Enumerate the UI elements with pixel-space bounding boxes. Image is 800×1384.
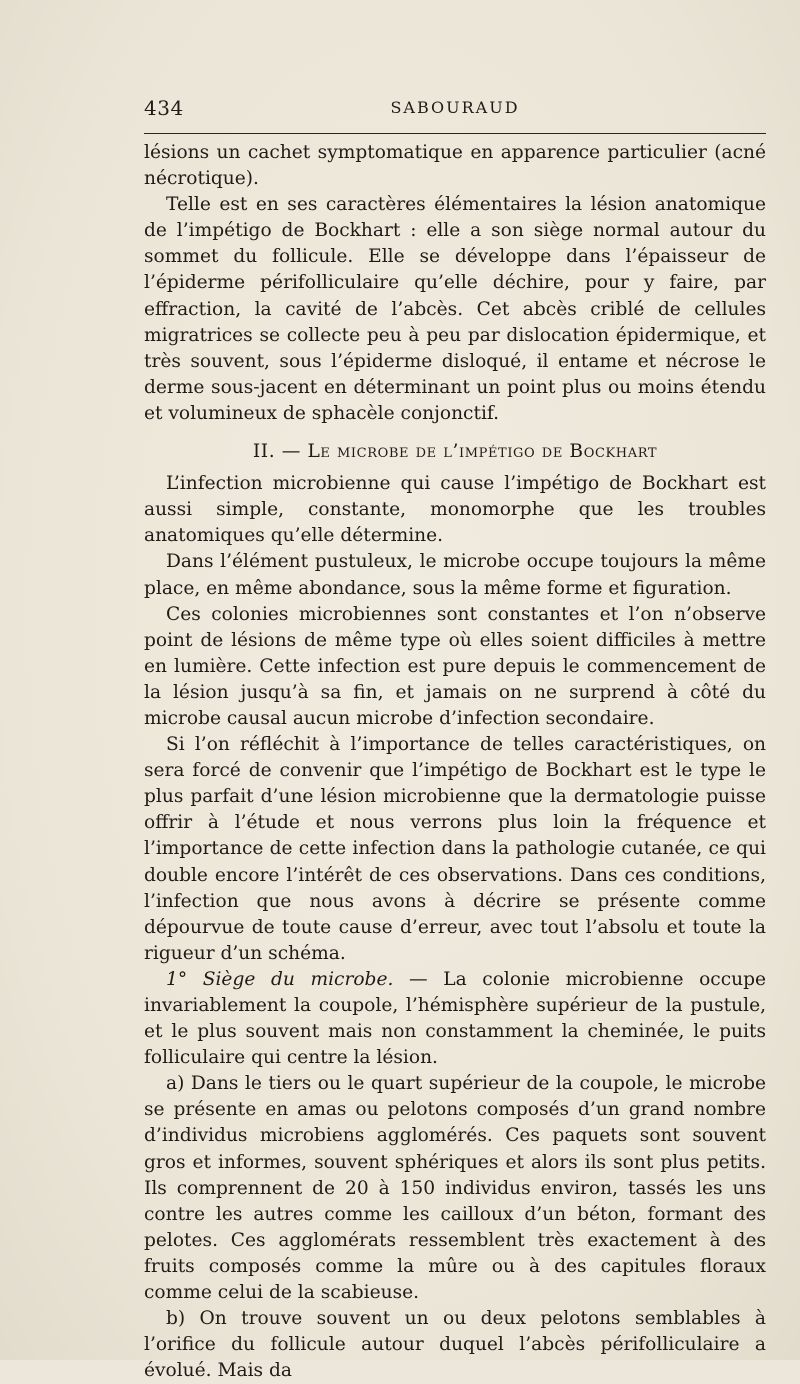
section-heading: [144, 439, 766, 465]
paragraph-subsection: [144, 967, 766, 1071]
paragraph-continued: lésions un cachet symptomatique en apparence particulier (acné nécrotique).: [144, 142, 766, 190]
paragraph: b) On trouve souvent un ou deux pelotons semblables à l’orifice du follicule autour duquel l’abcès périfolliculaire a évolué. Mais da: [144, 1308, 766, 1382]
page-header: [144, 96, 766, 126]
page-number: 434: [144, 96, 184, 120]
paragraph: L’infection microbienne qui cause l’impétigo de Bockhart est aussi simple, constante, monomorphe que les troubles anatomiques qu’elle détermine.: [144, 473, 766, 547]
paragraph: Dans l’élément pustuleux, le microbe occupe toujours la même place, en même abondance, sous la même forme et figuration.: [144, 551, 766, 599]
subsection-text: — La colonie microbienne occupe invariablement la coupole, l’hémisphère supérieur de la pustule, et le plus souvent mais non constamment la cheminée, le puits folliculaire qui centre la lésion.: [144, 968, 766, 1069]
page-body: [144, 140, 766, 1384]
subsection-title: 1° Siège du microbe.: [166, 968, 394, 990]
paragraph: a) Dans le tiers ou le quart supérieur de la coupole, le microbe se présente en amas ou pelotons composés d’un grand nombre d’individus microbiens agglomérés. Ces paquets sont souvent gros et informes, souvent sphériques et alors ils sont plus petits. Ils comprennent de 20 à 150 individus environ, tassés les uns contre les autres comme les cailloux d’un béton, formant des pelotes. Ces agglomérats ressemblent très exactement à des fruits composés comme la mûre ou à des capitules floraux comme celui de la scabieuse.: [144, 1073, 766, 1304]
section-number: II. —: [252, 441, 301, 463]
paragraph: Telle est en ses caractères élémentaires la lésion anatomique de l’impétigo de Bockhart : elle a son siège normal autour du sommet du follicule. Elle se développe dans l’épaisseur de l’épiderme périfolliculaire qu’elle déchire, pour y faire, par effraction, la cavité de l’abcès. Cet abcès criblé de cellules migratrices se collecte peu à peu par dislocation épidermique, et très souvent, sous l’épiderme disloqué, il entame et nécrose le derme sous-jacent en déterminant un point plus ou moins étendu et volumineux de sphacèle conjonctif.: [144, 194, 766, 424]
paragraph: Si l’on réfléchit à l’importance de telles caractéristiques, on sera forcé de convenir que l’impétigo de Bockhart est le type le plus parfait d’une lésion microbienne que la dermatologie puisse offrir à l’étude et nous verrons plus loin la fréquence et l’importance de cette infection dans la pathologie cutanée, ce qui double encore l’intérêt de ces observations. Dans ces conditions, l’infection que nous avons à décrire se présente comme dépourvue de toute cause d’erreur, avec tout l’absolu et toute la rigueur d’un schéma.: [144, 734, 766, 964]
header-rule: [144, 133, 766, 134]
paragraph: Ces colonies microbiennes sont constantes et l’on n’observe point de lésions de même type où elles soient difficiles à mettre en lumière. Cette infection est pure depuis le commencement de la lésion jusqu’à sa fin, et jamais on ne surprend à côté du microbe causal aucun microbe d’infection secondaire.: [144, 603, 766, 729]
section-title: Le microbe de l’impétigo de Bockhart: [307, 441, 658, 463]
running-title: SABOURAUD: [390, 98, 520, 117]
